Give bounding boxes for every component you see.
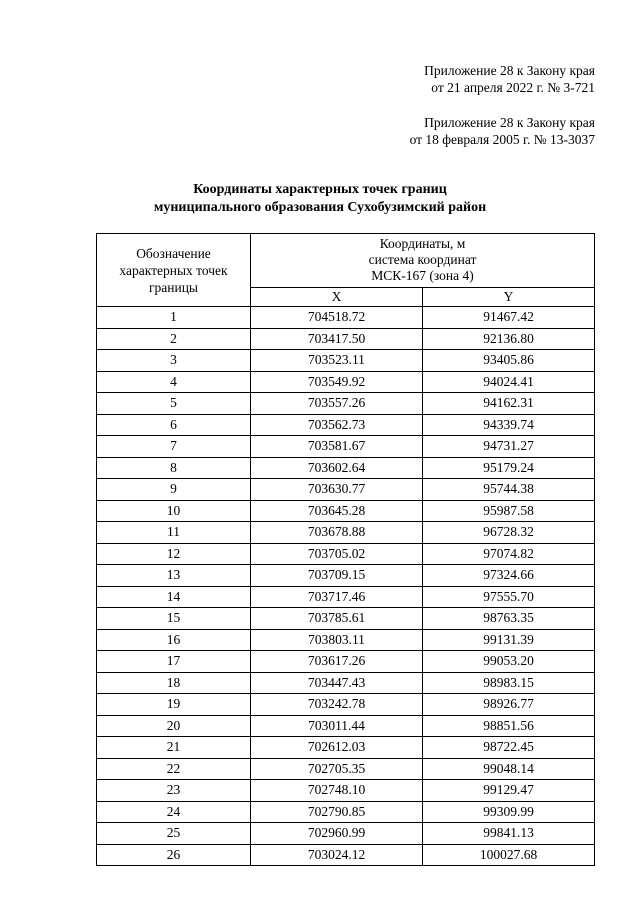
x-coordinate: 703581.67 — [251, 436, 423, 458]
table-row — [97, 629, 595, 651]
y-coordinate: 99053.20 — [423, 651, 595, 673]
table-row — [97, 307, 595, 329]
point-number: 25 — [97, 823, 251, 845]
table-row — [97, 586, 595, 608]
table-row — [97, 801, 595, 823]
table-row — [97, 737, 595, 759]
table-row — [97, 844, 595, 866]
table-row — [97, 715, 595, 737]
table-row — [97, 522, 595, 544]
title-line: муниципального образования Сухобузимский район — [153, 200, 487, 215]
table-body — [97, 307, 595, 866]
point-number: 19 — [97, 694, 251, 716]
table-row — [97, 350, 595, 372]
point-number: 5 — [97, 393, 251, 415]
point-number: 10 — [97, 500, 251, 522]
table-row — [97, 479, 595, 501]
appendix-original-line: от 18 февраля 2005 г. № 13-3037 — [409, 132, 595, 147]
table-row — [97, 608, 595, 630]
y-coordinate: 98763.35 — [423, 608, 595, 630]
table-row — [97, 457, 595, 479]
x-coordinate: 703523.11 — [251, 350, 423, 372]
y-coordinate: 99309.99 — [423, 801, 595, 823]
title-line: Координаты характерных точек границ — [193, 182, 447, 197]
y-coordinate: 97324.66 — [423, 565, 595, 587]
y-coordinate: 99129.47 — [423, 780, 595, 802]
point-number: 7 — [97, 436, 251, 458]
table-row — [97, 651, 595, 673]
table-row — [97, 414, 595, 436]
y-coordinate: 98722.45 — [423, 737, 595, 759]
point-number: 24 — [97, 801, 251, 823]
document-title — [0, 181, 640, 217]
y-coordinate: 94162.31 — [423, 393, 595, 415]
appendix-current-line: Приложение 28 к Закону края — [424, 63, 595, 78]
point-number: 20 — [97, 715, 251, 737]
appendix-original-line: Приложение 28 к Закону края — [424, 115, 595, 130]
header-coordinates: Координаты, м система координат МСК-167 (зона 4) — [251, 234, 595, 288]
table-row — [97, 823, 595, 845]
x-coordinate: 703549.92 — [251, 371, 423, 393]
y-coordinate: 92136.80 — [423, 328, 595, 350]
table-row — [97, 371, 595, 393]
x-coordinate: 703785.61 — [251, 608, 423, 630]
x-coordinate: 702705.35 — [251, 758, 423, 780]
point-number: 14 — [97, 586, 251, 608]
table-row — [97, 780, 595, 802]
point-number: 15 — [97, 608, 251, 630]
x-coordinate: 703717.46 — [251, 586, 423, 608]
y-coordinate: 95179.24 — [423, 457, 595, 479]
y-coordinate: 93405.86 — [423, 350, 595, 372]
x-coordinate: 703803.11 — [251, 629, 423, 651]
y-coordinate: 95987.58 — [423, 500, 595, 522]
y-coordinate: 97074.82 — [423, 543, 595, 565]
y-coordinate: 91467.42 — [423, 307, 595, 329]
point-number: 18 — [97, 672, 251, 694]
x-coordinate: 703645.28 — [251, 500, 423, 522]
x-coordinate: 703011.44 — [251, 715, 423, 737]
table-row — [97, 328, 595, 350]
y-coordinate: 94731.27 — [423, 436, 595, 458]
point-number: 22 — [97, 758, 251, 780]
point-number: 16 — [97, 629, 251, 651]
y-coordinate: 98983.15 — [423, 672, 595, 694]
table-row — [97, 393, 595, 415]
x-coordinate: 702790.85 — [251, 801, 423, 823]
point-number: 1 — [97, 307, 251, 329]
x-coordinate: 703417.50 — [251, 328, 423, 350]
coordinates-table — [96, 233, 595, 866]
table-row — [97, 758, 595, 780]
y-coordinate: 97555.70 — [423, 586, 595, 608]
table-row — [97, 436, 595, 458]
y-coordinate: 95744.38 — [423, 479, 595, 501]
table-row — [97, 565, 595, 587]
x-coordinate: 703630.77 — [251, 479, 423, 501]
table-row — [97, 543, 595, 565]
table-row — [97, 672, 595, 694]
x-coordinate: 703557.26 — [251, 393, 423, 415]
point-number: 9 — [97, 479, 251, 501]
point-number: 23 — [97, 780, 251, 802]
x-coordinate: 703024.12 — [251, 844, 423, 866]
point-number: 3 — [97, 350, 251, 372]
x-coordinate: 703709.15 — [251, 565, 423, 587]
x-coordinate: 703562.73 — [251, 414, 423, 436]
x-coordinate: 703617.26 — [251, 651, 423, 673]
x-coordinate: 702960.99 — [251, 823, 423, 845]
y-coordinate: 100027.68 — [423, 844, 595, 866]
appendix-original — [410, 114, 595, 148]
y-coordinate: 98926.77 — [423, 694, 595, 716]
point-number: 8 — [97, 457, 251, 479]
x-coordinate: 703602.64 — [251, 457, 423, 479]
appendix-current — [424, 62, 595, 96]
point-number: 11 — [97, 522, 251, 544]
x-coordinate: 703705.02 — [251, 543, 423, 565]
header-y: Y — [423, 287, 595, 306]
x-coordinate: 702748.10 — [251, 780, 423, 802]
header-point-designation: Обозначение характерных точек границы — [97, 234, 251, 307]
point-number: 17 — [97, 651, 251, 673]
point-number: 4 — [97, 371, 251, 393]
x-coordinate: 703447.43 — [251, 672, 423, 694]
appendix-current-line: от 21 апреля 2022 г. № 3-721 — [431, 80, 595, 95]
x-coordinate: 703678.88 — [251, 522, 423, 544]
x-coordinate: 703242.78 — [251, 694, 423, 716]
y-coordinate: 94339.74 — [423, 414, 595, 436]
table-row — [97, 500, 595, 522]
y-coordinate: 96728.32 — [423, 522, 595, 544]
y-coordinate: 99048.14 — [423, 758, 595, 780]
y-coordinate: 98851.56 — [423, 715, 595, 737]
point-number: 13 — [97, 565, 251, 587]
x-coordinate: 702612.03 — [251, 737, 423, 759]
y-coordinate: 99131.39 — [423, 629, 595, 651]
point-number: 26 — [97, 844, 251, 866]
header-x: X — [251, 287, 423, 306]
y-coordinate: 94024.41 — [423, 371, 595, 393]
y-coordinate: 99841.13 — [423, 823, 595, 845]
x-coordinate: 704518.72 — [251, 307, 423, 329]
point-number: 2 — [97, 328, 251, 350]
point-number: 12 — [97, 543, 251, 565]
table-row — [97, 694, 595, 716]
point-number: 21 — [97, 737, 251, 759]
point-number: 6 — [97, 414, 251, 436]
